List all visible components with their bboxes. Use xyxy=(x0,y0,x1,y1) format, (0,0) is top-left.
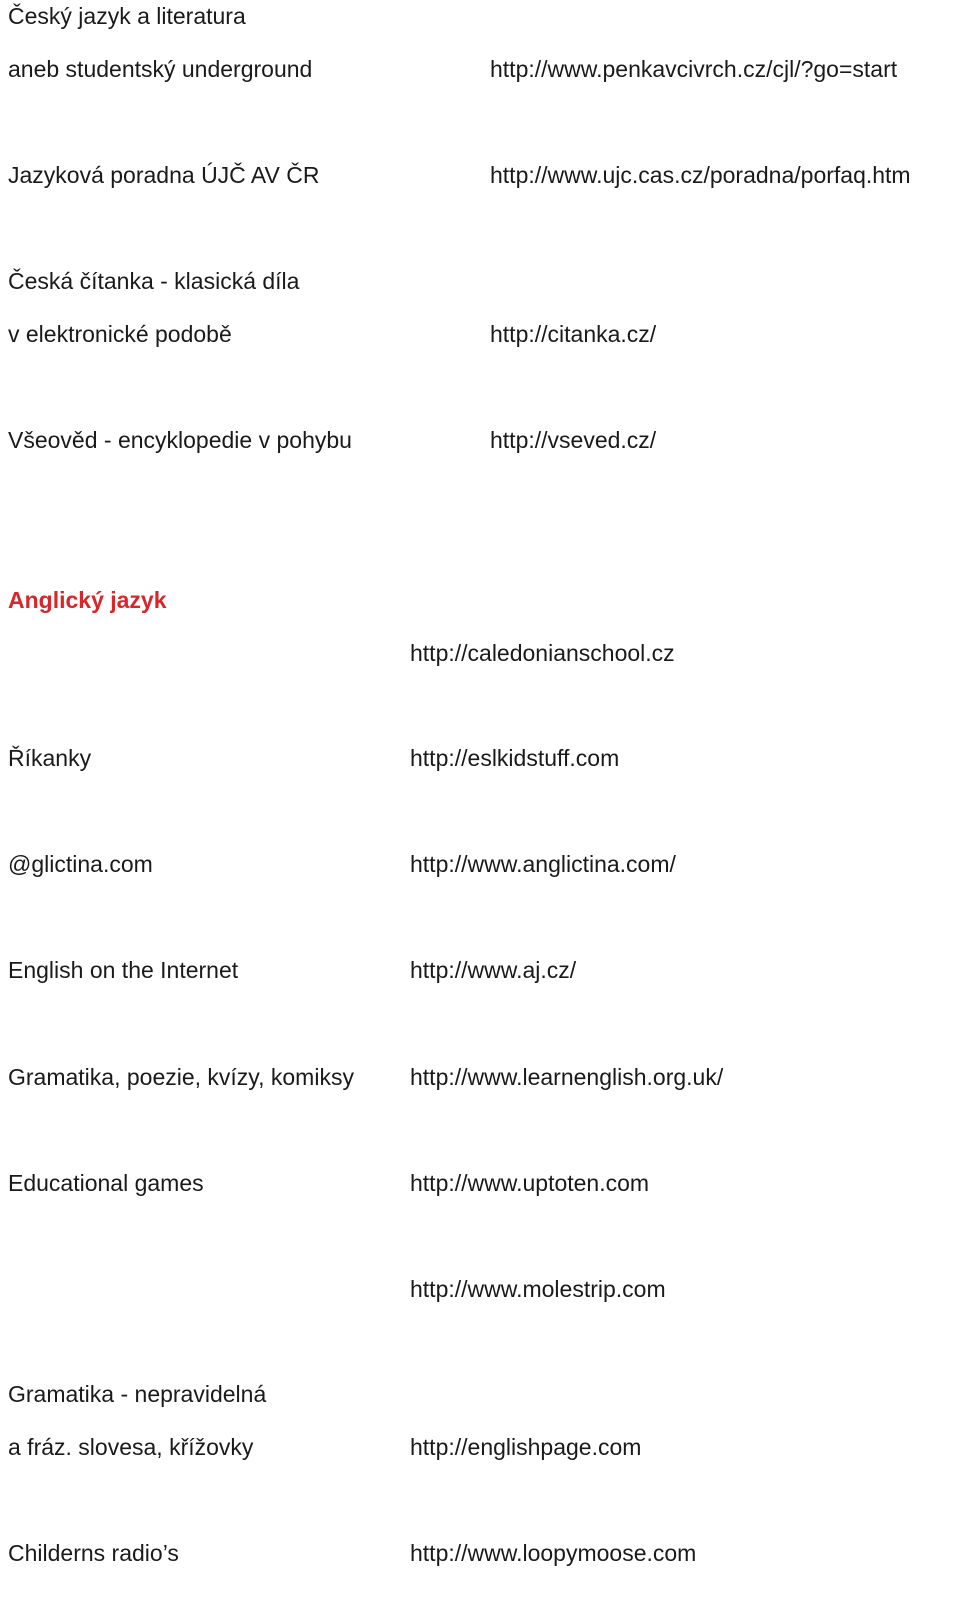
entry-label: @glictina.com xyxy=(8,851,153,877)
entry-url[interactable]: http://citanka.cz/ xyxy=(490,321,657,347)
entry-url[interactable]: http://www.ujc.cas.cz/poradna/porfaq.htm xyxy=(490,162,911,188)
entry-url[interactable]: http://www.aj.cz/ xyxy=(410,957,577,983)
czech-section-heading: Český jazyk a literatura xyxy=(8,3,246,29)
entry-url[interactable]: http://www.learnenglish.org.uk/ xyxy=(410,1064,724,1090)
entry-url[interactable]: http://www.penkavcivrch.cz/cjl/?go=start xyxy=(490,56,898,82)
entry-label-line1: Gramatika - nepravidelná xyxy=(8,1381,267,1407)
english-section-heading: Anglický jazyk xyxy=(8,587,167,613)
entry-label-line2: v elektronické podobě xyxy=(8,321,232,347)
entry-label: Educational games xyxy=(8,1170,204,1196)
entry-url[interactable]: http://caledonianschool.cz xyxy=(410,640,675,666)
entry-url[interactable]: http://www.uptoten.com xyxy=(410,1170,650,1196)
entry-label-line1: Česká čítanka - klasická díla xyxy=(8,268,300,294)
entry-label: Všeověd - encyklopedie v pohybu xyxy=(8,427,352,453)
entry-label: Říkanky xyxy=(8,745,92,771)
entry-label-line2: a fráz. slovesa, křížovky xyxy=(8,1434,254,1460)
entry-label: aneb studentský underground xyxy=(8,56,313,82)
entry-label: English on the Internet xyxy=(8,957,239,983)
entry-label: Childerns radio’s xyxy=(8,1540,179,1566)
entry-url[interactable]: http://eslkidstuff.com xyxy=(410,745,620,771)
entry-label: Gramatika, poezie, kvízy, komiksy xyxy=(8,1064,354,1090)
entry-url[interactable]: http://www.molestrip.com xyxy=(410,1276,666,1302)
entry-url[interactable]: http://englishpage.com xyxy=(410,1434,642,1460)
entry-label: Jazyková poradna ÚJČ AV ČR xyxy=(8,162,320,188)
entry-url[interactable]: http://www.loopymoose.com xyxy=(410,1540,697,1566)
entry-url[interactable]: http://vseved.cz/ xyxy=(490,427,657,453)
entry-url[interactable]: http://www.anglictina.com/ xyxy=(410,851,676,877)
